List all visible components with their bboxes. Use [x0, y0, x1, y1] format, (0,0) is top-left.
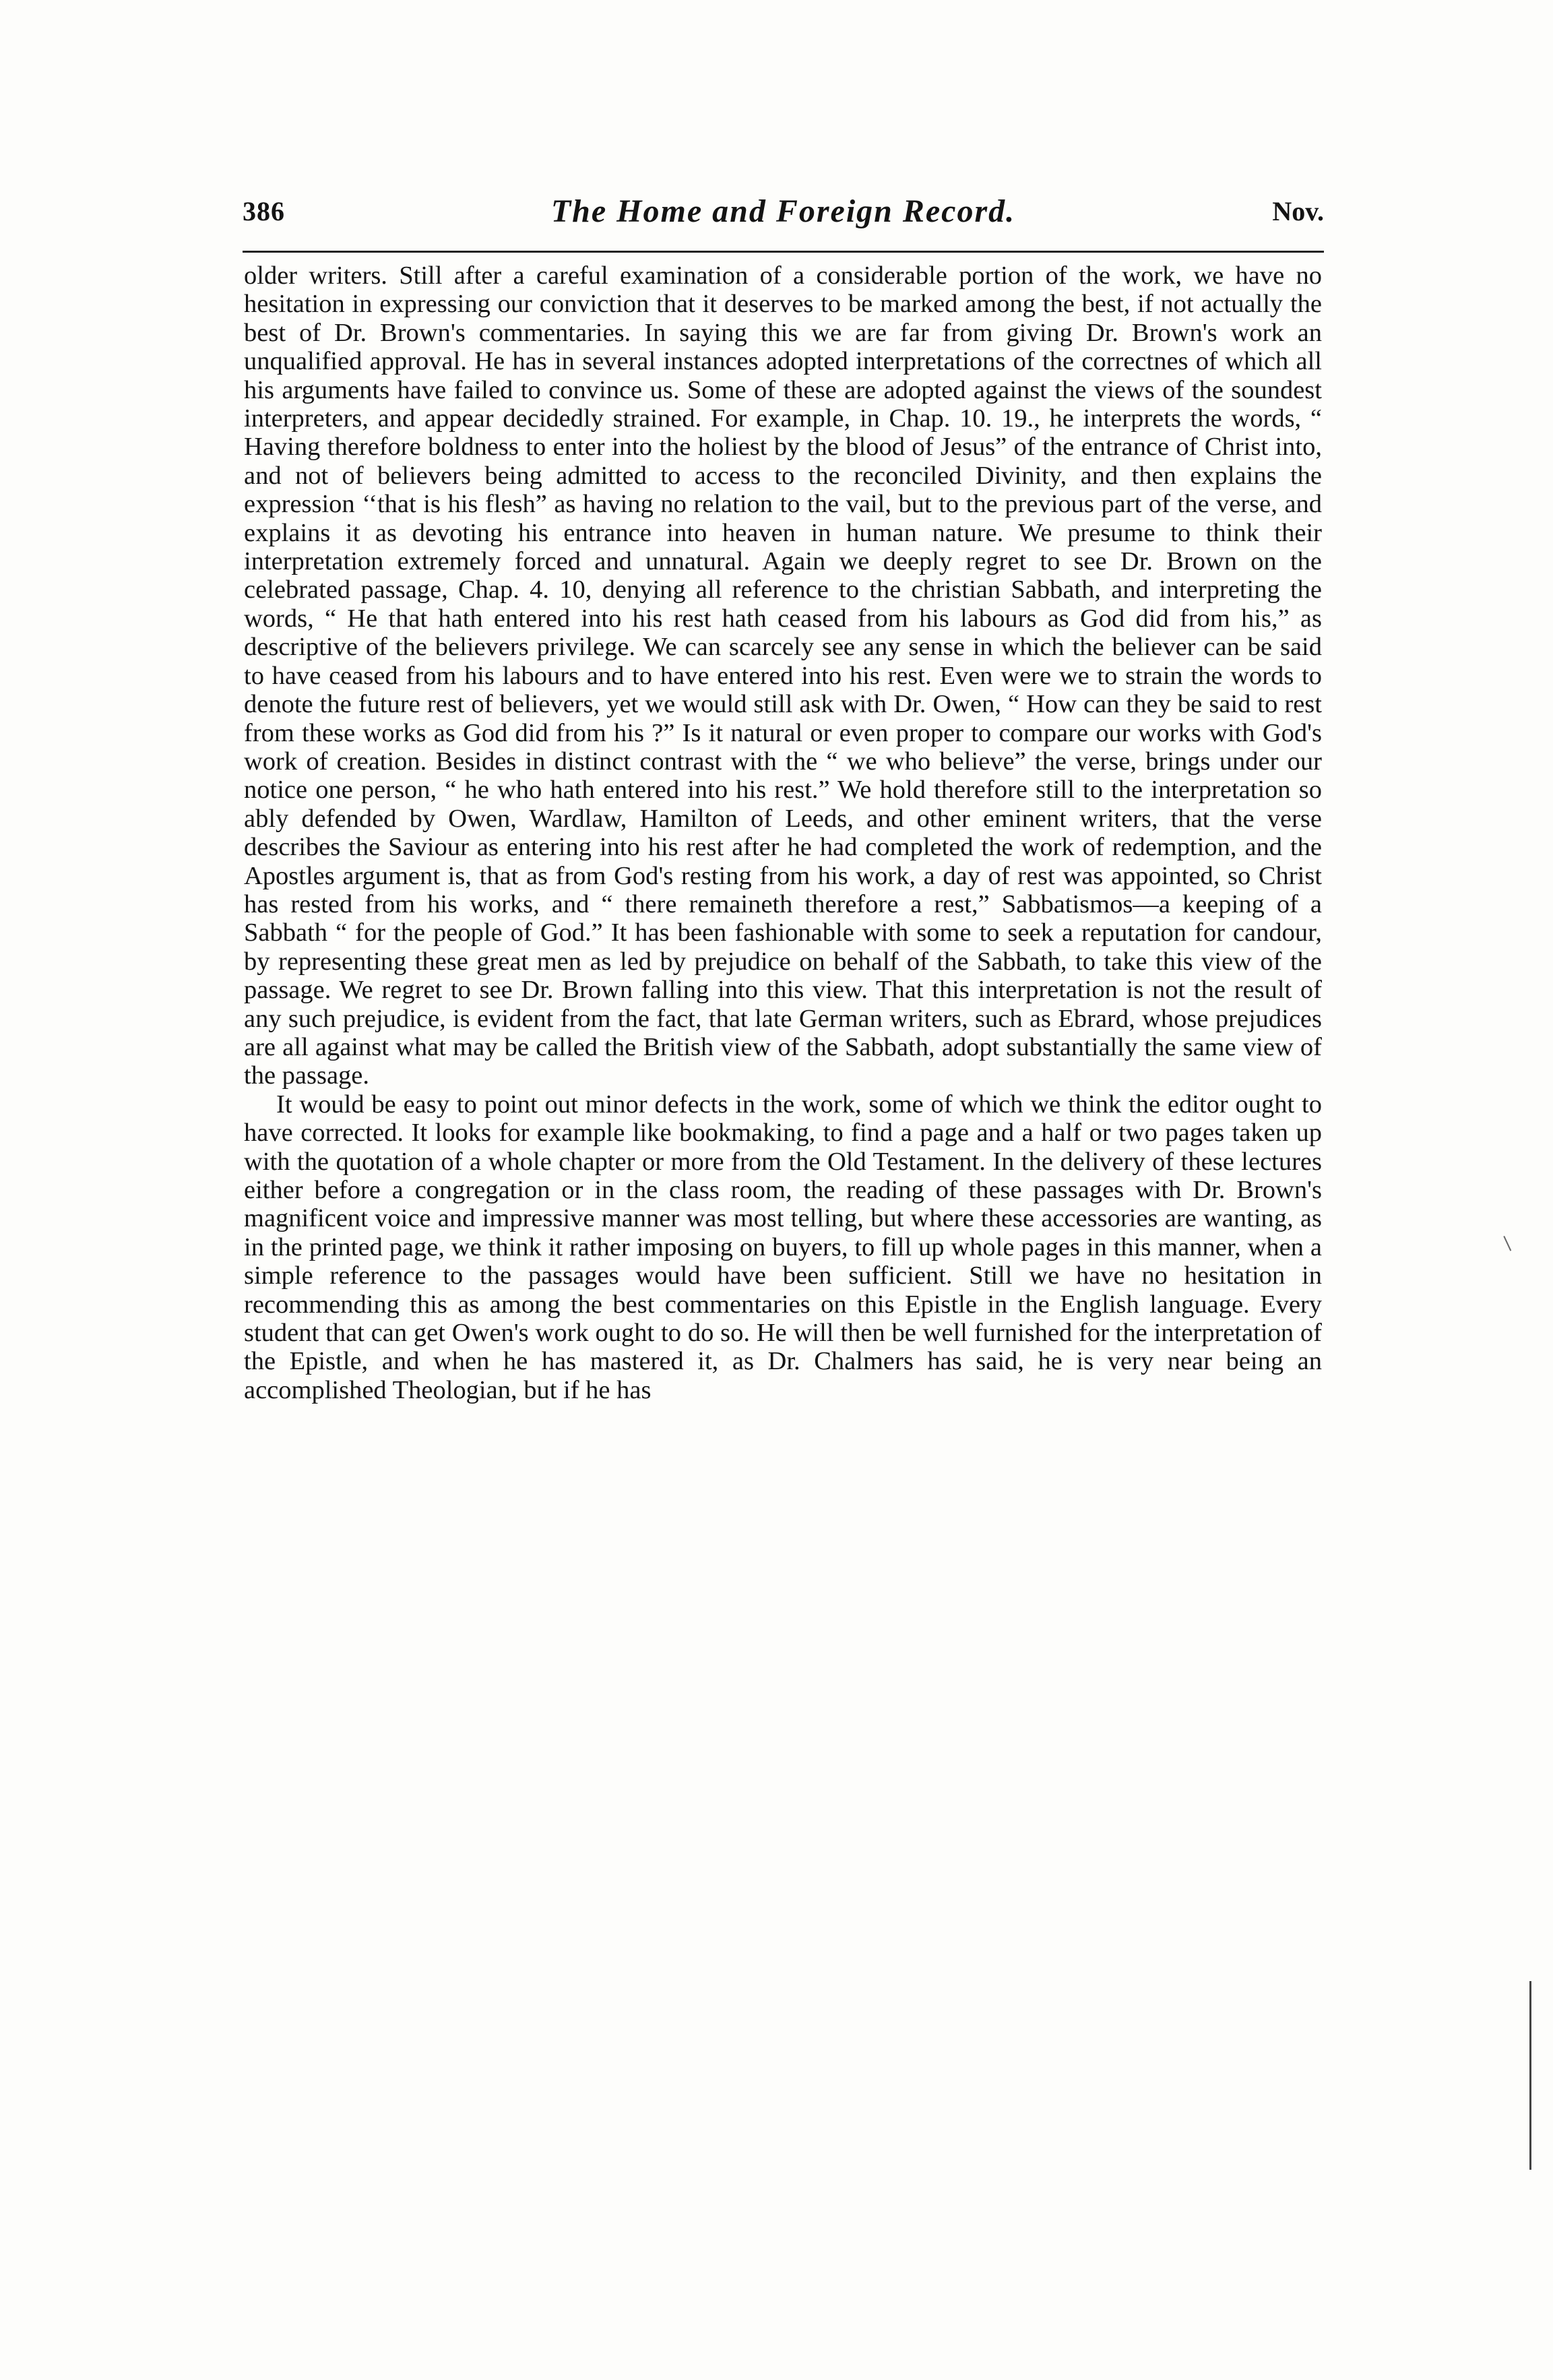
- article-body: [244, 261, 1322, 1404]
- page-number: 386: [243, 196, 285, 226]
- header-rule: [243, 251, 1324, 253]
- journal-title: The Home and Foreign Record.: [550, 193, 1016, 229]
- running-head: [243, 195, 1324, 243]
- issue-month: Nov.: [1272, 196, 1324, 226]
- paragraph-2: It would be easy to point out minor defects in the work, some of which we think the editor ought to have corrected. It looks for example like bookmaking, to find a page and a half or two pages taken up with the quotation of a whole chapter or more from the Old Testament. In the delivery of these lectures either before a congregation or in the class room, the reading of these passages with Dr. Brown's magnificent voice and impressive manner was most telling, but where these accessories are wanting, as in the printed page, we think it rather imposing on buyers, to fill up whole pages in this manner, when a simple reference to the passages would have been sufficient. Still we have no hesitation in recommending this as among the best commentaries on this Epistle in the English language. Every student that can get Owen's work ought to do so. He will then be well furnished for the interpretation of the Epistle, and when he has mastered it, as Dr. Chalmers has said, he is very near being an accomplished Theologian, but if he has: [244, 1090, 1322, 1404]
- margin-tick-mark: [1503, 1234, 1515, 1251]
- margin-edge-line: [1529, 1981, 1531, 2170]
- paragraph-1: older writers. Still after a careful examination of a considerable portion of the work, we have no hesitation in expressing our conviction that it deserves to be marked among the best, if not actually the best of Dr. Brown's commentaries. In saying this we are far from giving Dr. Brown's work an unqualified approval. He has in several instances adopted interpretations of the correctnes of which all his arguments have failed to convince us. Some of these are adopted against the views of the soundest interpreters, and appear decidedly strained. For example, in Chap. 10. 19., he interprets the words, “ Having therefore boldness to enter into the holiest by the blood of Jesus” of the entrance of Christ into, and not of believers being admitted to access to the reconciled Divinity, and then explains the expression ‘‘that is his flesh” as having no relation to the vail, but to the previous part of the verse, and explains it as devoting his entrance into heaven in human nature. We presume to think their interpretation extremely forced and unnatural. Again we deeply regret to see Dr. Brown on the celebrated passage, Chap. 4. 10, denying all reference to the christian Sabbath, and interpreting the words, “ He that hath entered into his rest hath ceased from his labours as God did from his,” as descriptive of the believers privilege. We can scarcely see any sense in which the believer can be said to have ceased from his labours and to have entered into his rest. Even were we to strain the words to denote the future rest of believers, yet we would still ask with Dr. Owen, “ How can they be said to rest from these works as God did from his ?” Is it natural or even proper to compare our works with God's work of creation. Besides in distinct contrast with the “ we who believe” the verse, brings under our notice one person, “ he who hath entered into his rest.” We hold therefore still to the interpretation so ably defended by Owen, Wardlaw, Hamilton of Leeds, and other eminent writers, that the verse describes the Saviour as entering into his rest after he had completed the work of redemption, and the Apostles argument is, that as from God's resting from his work, a day of rest was appointed, so Christ has rested from his works, and “ there remaineth therefore a rest,” Sabbatismos—a keeping of a Sabbath “ for the people of God.” It has been fashionable with some to seek a reputation for candour, by representing these great men as led by prejudice on behalf of the Sabbath, to take this view of the passage. We regret to see Dr. Brown falling into this view. That this interpretation is not the result of any such prejudice, is evident from the fact, that late German writers, such as Ebrard, whose prejudices are all against what may be called the British view of the Sabbath, adopt substantially the same view of the passage.: [244, 261, 1322, 1090]
